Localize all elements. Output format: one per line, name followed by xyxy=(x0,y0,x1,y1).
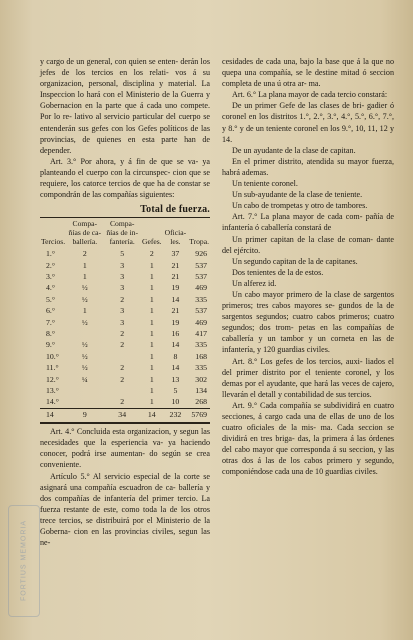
article-8: Art. 8.° Los gefes de los tercios, auxi- liados el del primer distrito por el teniente coronel, y los demas por el ayudante, que hará las veces de cajero, llevarán el detall y contabilidad de sus tercios. xyxy=(222,356,394,399)
table-cell: 7.° xyxy=(46,317,55,327)
table-cell: 13 xyxy=(171,374,180,384)
table-top-rule xyxy=(40,217,210,218)
table-cell: 1 xyxy=(82,260,87,270)
table-cell: 12.° xyxy=(46,374,59,384)
table-cell: 1 xyxy=(82,271,87,281)
table-cell: 1 xyxy=(149,271,154,281)
stamp-text: FORTIUS MEMORIA xyxy=(20,520,28,602)
table-cell: 2 xyxy=(120,328,125,338)
table-cell: 21 xyxy=(171,306,180,316)
table-cell: 1 xyxy=(149,317,154,327)
table-cell: 1.° xyxy=(46,249,55,259)
table-cell: 10 xyxy=(171,397,180,407)
table-cell: 21 xyxy=(171,260,180,270)
table-cell: 5 xyxy=(173,385,178,395)
table-cell: 1 xyxy=(149,294,154,304)
table-cell: 1 xyxy=(149,385,154,395)
table-cell: 8.° xyxy=(46,328,55,338)
article-9: Art. 9.° Cada compañía se subdividirá en cuatro secciones, á cargo cada una de ellas de uno de los cuatro oficiales de la mis- ma. Cada seccion se dividirá en tres briga- das, la primera á las órdenes del cabo mayor que corresponda á su seccion, y las otras dos á las de los cabos primero y segundo, componiéndose cada una de 10 guardias civiles. xyxy=(222,400,394,477)
total-cell: 232 xyxy=(163,408,189,420)
table-cell: 1 xyxy=(149,351,154,361)
table-cell xyxy=(103,351,141,362)
table-cell: 1 xyxy=(149,397,154,407)
table-cell: 5.° xyxy=(46,294,55,304)
right-paragraph-1: cesidades de cada una, bajo la base que á la que no quepa una compañía, se le destine mitad ó seccion completa de una ú otra ar- ma. xyxy=(222,57,394,89)
table-cell: 21 xyxy=(171,271,180,281)
table-cell xyxy=(66,385,103,396)
table-cell: 335 xyxy=(195,340,207,350)
total-cell: 9 xyxy=(66,408,103,420)
table-cell: 1 xyxy=(149,328,154,338)
table-cell: 2 xyxy=(120,340,125,350)
table-title: Total de fuerza. xyxy=(140,204,210,216)
table-cell: 417 xyxy=(195,328,207,338)
table-row xyxy=(40,328,210,339)
table-cell: 14.° xyxy=(46,397,59,407)
article-6-ayudante: De un ayudante de la clase de capitan. xyxy=(232,145,356,155)
total-cell: 5769 xyxy=(188,408,210,420)
table-row xyxy=(40,396,210,408)
table-cell: 3.° xyxy=(46,271,55,281)
table-row xyxy=(40,271,210,282)
table-row xyxy=(40,362,210,373)
article-4: Art. 4.° Concluida esta organizacion, y segun las necesidades que la esperiencia va- ya haciendo conocer, podrá irse aumentan- do según se crea conveniente. xyxy=(40,427,210,470)
table-body xyxy=(40,248,210,408)
table-cell: 4.° xyxy=(46,283,55,293)
col-header-tercios: Tercios. xyxy=(41,236,66,246)
table-cell: 926 xyxy=(195,249,207,259)
table-row xyxy=(40,351,210,362)
table-row xyxy=(40,305,210,316)
left-column xyxy=(40,56,210,548)
list-line: Un sub-ayudante de la clase de teniente. xyxy=(232,190,363,200)
table-cell xyxy=(103,385,141,396)
article-7-cabos: Un cabo mayor primero de la clase de sargentos primeros; tres cabos mayores se- gundos de la de sargentos segundos; cuatro cabos primeros; cuatro segundos; dos trom- petas en las compañías de caballería y un tambor y un corneta en las de infantería, y 120 guardias civiles. xyxy=(222,289,394,355)
article-7-capitan: Un primer capitan de la clase de coman- dante del ejército. xyxy=(222,234,394,255)
table-row xyxy=(40,339,210,350)
table-row xyxy=(40,385,210,396)
table-cell: 14 xyxy=(171,340,180,350)
table-cell: 469 xyxy=(195,317,207,327)
table-row xyxy=(40,317,210,328)
left-paragraph-1: y cargo de un general, con quien se enten- derán los jefes de los tercios en los relati- vos á su organizacion, personal, disciplina y material. La Inspeccion lo hará con el Ministerio de la Guerra y Gobernacion en la parte que á cada uno compete. Por lo re- lativo al servicio particular del cuerpo se entenderán sus gefes con los Gefes políticos de las provincias, de quienes en esta parte han de depender. xyxy=(40,57,210,155)
col-header-oficiales: Oficia- les. xyxy=(164,227,187,246)
table-cell: 2 xyxy=(120,363,125,373)
force-table xyxy=(40,220,210,420)
table-cell: 2 xyxy=(120,397,125,407)
table-cell: 1 xyxy=(149,340,154,350)
col-header-tropa: Tropa. xyxy=(189,236,209,246)
table-cell: 2 xyxy=(82,249,87,259)
table-cell: 2 xyxy=(120,294,125,304)
article-7: Art. 7.° La plana mayor de cada com- pañía de infantería ó caballería constará de xyxy=(222,212,394,233)
table-cell: 19 xyxy=(171,317,180,327)
table-row xyxy=(40,282,210,293)
right-column xyxy=(222,56,394,478)
table-row xyxy=(40,294,210,305)
table-cell: 1 xyxy=(82,306,87,316)
table-cell: 3 xyxy=(120,306,125,316)
table-cell: 2 xyxy=(149,249,154,259)
list-line: Dos tenientes de la de estos. xyxy=(232,267,324,277)
table-cell: 16 xyxy=(171,328,180,338)
article-3: Art. 3.° Por ahora, y á fin de que se va- ya planteando el cuerpo con la circunspec- cion que se requiere, los catorce tercios de que ha de constar se compondrán de las compañías siguientes: xyxy=(40,156,210,200)
table-cell: 1 xyxy=(149,260,154,270)
table-cell: 37 xyxy=(171,249,180,259)
total-cell: 14 xyxy=(141,408,163,420)
col-header-infanteria: Compa- ñías de in- fantería. xyxy=(106,219,139,246)
table-cell: 3 xyxy=(120,271,125,281)
table-cell: 1 xyxy=(149,363,154,373)
table-cell: ½ xyxy=(81,294,88,304)
list-line: Un cabo de trompetas y otro de tambores. xyxy=(232,201,368,211)
table-cell: ¼ xyxy=(81,374,88,384)
table-cell: 11.° xyxy=(46,363,59,373)
list-line: Un alferez id. xyxy=(232,278,277,288)
table-cell: 268 xyxy=(195,397,207,407)
table-cell: ½ xyxy=(81,340,88,350)
col-header-gefes: Gefes. xyxy=(141,236,162,246)
table-row xyxy=(40,374,210,385)
table-cell: 10.° xyxy=(46,351,59,361)
table-cell: 335 xyxy=(195,363,207,373)
col-header-caballeria: Compa- ñías de ca- ballería. xyxy=(68,219,102,246)
total-cell: 34 xyxy=(103,408,141,420)
table-cell: 9.° xyxy=(46,340,55,350)
table-cell: 6.° xyxy=(46,306,55,316)
table-cell: 469 xyxy=(195,283,207,293)
table-cell: 1 xyxy=(149,306,154,316)
table-cell: ½ xyxy=(81,363,88,373)
table-cell: 14 xyxy=(171,294,180,304)
table-cell: 3 xyxy=(120,317,125,327)
table-cell: 3 xyxy=(120,260,125,270)
table-cell: 537 xyxy=(195,260,207,270)
table-cell: 1 xyxy=(149,283,154,293)
table-cell: 335 xyxy=(195,294,207,304)
table-header-row xyxy=(40,220,210,248)
table-cell: 1 xyxy=(149,374,154,384)
article-6-gefe: De un primer Gefe de las clases de bri- gadier ó coronel en los distritos 1.°, 2.°, 3.°, 4.°, 5.°, 6.°, 7.°, y 8.° y de un teniente coronel en los 9.°, 10, 11, 12 y 14. xyxy=(222,101,394,144)
article-6-first-district: En el primer distrito, atendida su mayor fuerza, habrá ademas. xyxy=(222,156,394,177)
table-row xyxy=(40,248,210,259)
table-cell: 8 xyxy=(173,351,178,361)
table-cell: 2.° xyxy=(46,260,55,270)
table-row xyxy=(40,260,210,271)
table-cell: ½ xyxy=(81,351,88,361)
table-cell: 134 xyxy=(195,385,207,395)
table-cell: 14 xyxy=(171,363,180,373)
table-bottom-rule xyxy=(40,422,210,424)
library-stamp xyxy=(8,505,40,617)
list-line: Un teniente coronel. xyxy=(232,179,298,189)
table-cell: 3 xyxy=(120,283,125,293)
table-cell: 302 xyxy=(195,374,207,384)
article-5: Artículo 5.° Al servicio especial de la corte se asignará una compañía escuadron de ca- ballería y dos compañías de infantería del primer tercio. La fuerza restante de este, como toda la de los otros trece tercios, se distribuirá por el Ministerio de la Goberna- cion en las provincias civiles, segun las ne- xyxy=(40,471,210,548)
table-cell: 19 xyxy=(171,283,180,293)
table-cell xyxy=(66,328,103,339)
table-cell: 168 xyxy=(195,351,207,361)
table-cell xyxy=(66,396,103,408)
list-line: Un segundo capitan de la de capitanes. xyxy=(232,256,358,266)
table-cell: ½ xyxy=(81,317,88,327)
table-cell: 537 xyxy=(195,306,207,316)
total-cell: 14 xyxy=(40,408,66,420)
table-cell: ½ xyxy=(81,283,88,293)
table-cell: 2 xyxy=(120,374,125,384)
article-6: Art. 6.° La plana mayor de cada tercio constará: xyxy=(232,90,388,100)
table-cell: 13.° xyxy=(46,385,59,395)
table-cell: 537 xyxy=(195,271,207,281)
table-total-row xyxy=(40,408,210,420)
table-cell: 5 xyxy=(120,249,125,259)
